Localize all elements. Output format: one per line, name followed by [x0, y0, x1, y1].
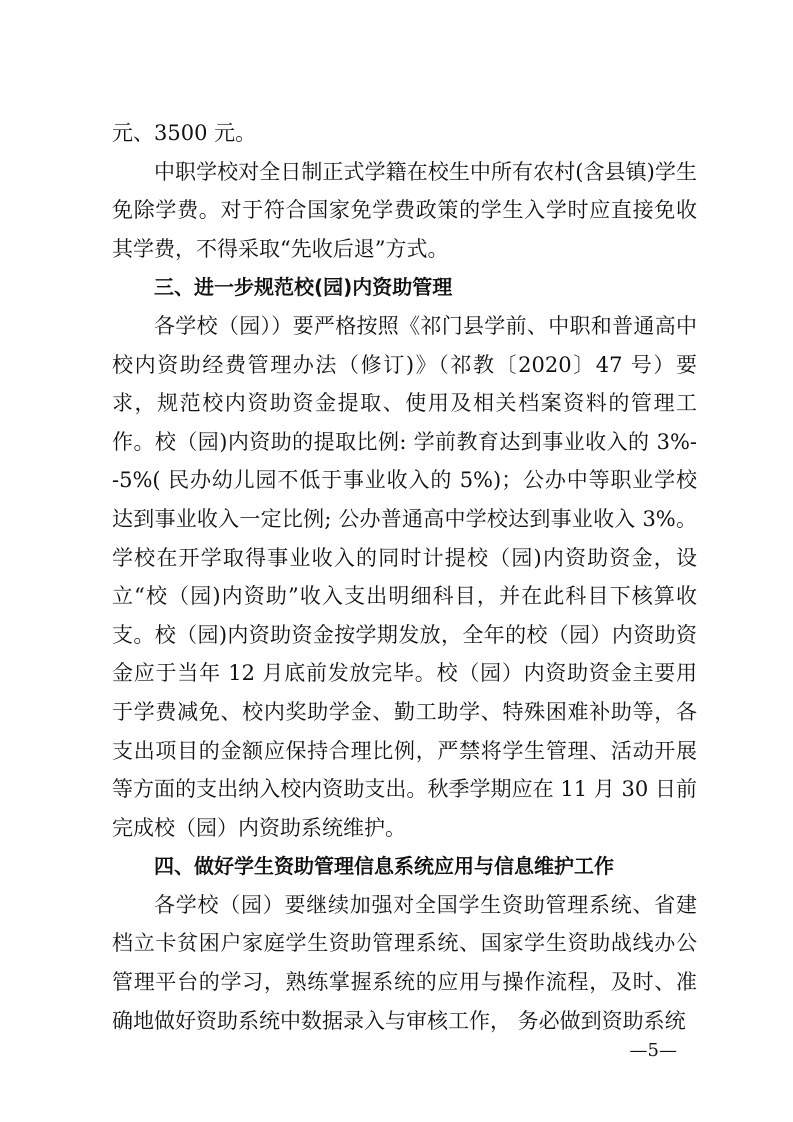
paragraph-continuation: 元、3500 元。 — [112, 121, 257, 145]
page-number: —5— — [629, 1040, 677, 1061]
section-heading-3: 三、进一步规范校(园)内资助管理 — [154, 275, 453, 300]
paragraph-campus-aid: 各学校（园））要严格按照《祁门县学前、中职和普通高中校内资助经费管理办法（修订)》（祁教〔2020〕47 号）要求，规范校内资助资金提取、使用及相关档案资料的管理工作。校（园)内资助的提取比例: 学前教育达到事业收入的 3%--5%( 民办幼儿园不低于事业收入的 5%)；公办中等职业学校达到事业收入一定比例; 公办普通高中学校达到事业收入 3%。学校在开学取得事业收入的同时计提校（园)内资助资金，设立“校（园)内资助”收入支出明细科目，并在此科目下核算收支。校（园)内资助资金按学期发放，全年的校（园）内资助资金应于当年 12 月底前发放完毕。校（园）内资助资金主要用于学费减免、校内奖助学金、勤工助学、特殊困难补助等，各支出项目的金额应保持合理比例，严禁将学生管理、活动开展等方面的支出纳入校内资助支出。秋季学期应在 11 月 30 日前完成校（园）内资助系统维护。 — [112, 313, 697, 840]
section-heading-4: 四、做好学生资助管理信息系统应用与信息维护工作 — [154, 854, 614, 879]
paragraph-vocational-tuition: 中职学校对全日制正式学籍在校生中所有农村(含县镇)学生免除学费。对于符合国家免学费政策的学生入学时应直接免收其学费，不得采取“先收后退”方式。 — [112, 159, 697, 261]
document-body — [112, 114, 697, 1040]
paragraph-system-maintenance: 各学校（园）要继续加强对全国学生资助管理系统、省建档立卡贫困户家庭学生资助管理系统、国家学生资助战线办公管理平台的学习，熟练掌握系统的应用与操作流程，及时、准确地做好资助系统中数据录入与审核工作， 务必做到资助系统 — [112, 892, 697, 1033]
